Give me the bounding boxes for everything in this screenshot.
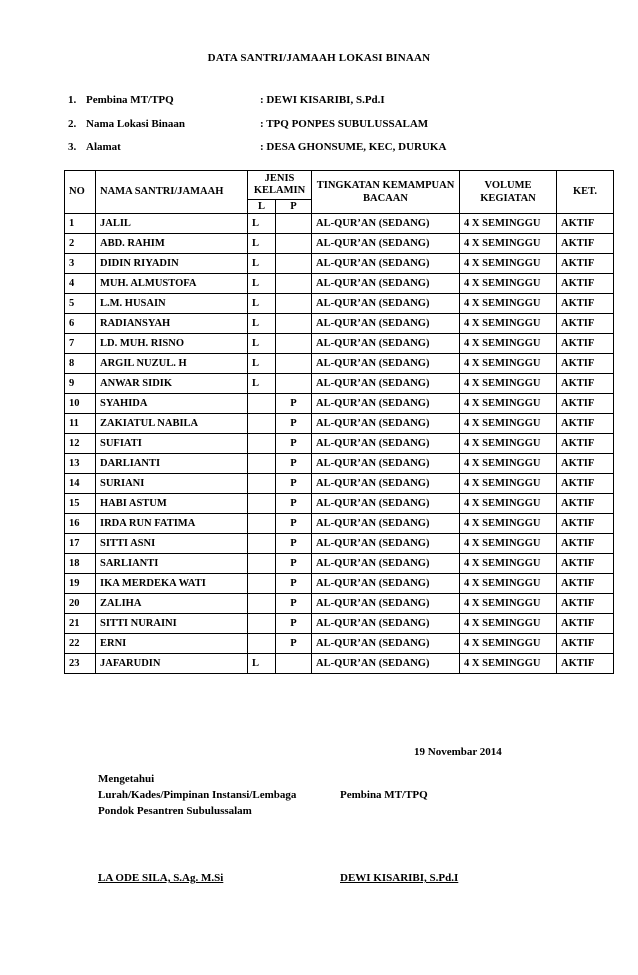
cell-tingkatan: AL-QUR’AN (SEDANG) <box>312 514 460 534</box>
cell-p: P <box>276 514 312 534</box>
cell-no: 18 <box>65 554 96 574</box>
cell-volume: 4 X SEMINGGU <box>460 654 557 674</box>
signature-left-name: LA ODE SILA, S.Ag. M.Si <box>98 872 224 884</box>
cell-p <box>276 254 312 274</box>
cell-l <box>248 554 276 574</box>
cell-nama: ABD. RAHIM <box>96 234 248 254</box>
cell-l <box>248 434 276 454</box>
cell-p <box>276 294 312 314</box>
cell-volume: 4 X SEMINGGU <box>460 294 557 314</box>
table-row <box>65 594 614 614</box>
cell-volume: 4 X SEMINGGU <box>460 274 557 294</box>
cell-tingkatan: AL-QUR’AN (SEDANG) <box>312 494 460 514</box>
cell-no: 14 <box>65 474 96 494</box>
table-row <box>65 554 614 574</box>
cell-nama: JAFARUDIN <box>96 654 248 674</box>
info-value: : DEWI KISARIBI, S.Pd.I <box>260 94 385 106</box>
cell-tingkatan: AL-QUR’AN (SEDANG) <box>312 634 460 654</box>
cell-no: 2 <box>65 234 96 254</box>
table-row <box>65 574 614 594</box>
cell-tingkatan: AL-QUR’AN (SEDANG) <box>312 654 460 674</box>
cell-no: 10 <box>65 394 96 414</box>
cell-l: L <box>248 254 276 274</box>
santri-table <box>64 170 614 674</box>
cell-volume: 4 X SEMINGGU <box>460 614 557 634</box>
cell-volume: 4 X SEMINGGU <box>460 314 557 334</box>
cell-ket: AKTIF <box>557 334 614 354</box>
cell-no: 8 <box>65 354 96 374</box>
cell-tingkatan: AL-QUR’AN (SEDANG) <box>312 274 460 294</box>
header-l: L <box>248 200 276 214</box>
cell-volume: 4 X SEMINGGU <box>460 574 557 594</box>
cell-tingkatan: AL-QUR’AN (SEDANG) <box>312 314 460 334</box>
cell-l <box>248 394 276 414</box>
table-row <box>65 254 614 274</box>
cell-ket: AKTIF <box>557 374 614 394</box>
info-label: Nama Lokasi Binaan <box>86 118 186 130</box>
cell-no: 12 <box>65 434 96 454</box>
cell-nama: MUH. ALMUSTOFA <box>96 274 248 294</box>
header-no: NO <box>65 171 96 214</box>
cell-ket: AKTIF <box>557 394 614 414</box>
cell-tingkatan: AL-QUR’AN (SEDANG) <box>312 594 460 614</box>
cell-l <box>248 614 276 634</box>
table-row <box>65 374 614 394</box>
table-row <box>65 354 614 374</box>
cell-ket: AKTIF <box>557 234 614 254</box>
cell-volume: 4 X SEMINGGU <box>460 554 557 574</box>
cell-ket: AKTIF <box>557 554 614 574</box>
cell-ket: AKTIF <box>557 454 614 474</box>
cell-volume: 4 X SEMINGGU <box>460 594 557 614</box>
cell-ket: AKTIF <box>557 214 614 234</box>
cell-tingkatan: AL-QUR’AN (SEDANG) <box>312 394 460 414</box>
table-row <box>65 474 614 494</box>
cell-l <box>248 454 276 474</box>
header-p: P <box>276 200 312 214</box>
cell-no: 1 <box>65 214 96 234</box>
cell-nama: SUFIATI <box>96 434 248 454</box>
cell-nama: DIDIN RIYADIN <box>96 254 248 274</box>
cell-p: P <box>276 594 312 614</box>
cell-volume: 4 X SEMINGGU <box>460 474 557 494</box>
cell-l: L <box>248 294 276 314</box>
table-row <box>65 654 614 674</box>
cell-tingkatan: AL-QUR’AN (SEDANG) <box>312 614 460 634</box>
cell-l: L <box>248 354 276 374</box>
cell-no: 6 <box>65 314 96 334</box>
cell-nama: ZALIHA <box>96 594 248 614</box>
cell-p: P <box>276 614 312 634</box>
cell-l <box>248 594 276 614</box>
cell-ket: AKTIF <box>557 614 614 634</box>
cell-tingkatan: AL-QUR’AN (SEDANG) <box>312 474 460 494</box>
cell-p: P <box>276 534 312 554</box>
info-pembina <box>68 94 385 106</box>
cell-ket: AKTIF <box>557 294 614 314</box>
header-jenis-kelamin: JENIS KELAMIN <box>248 171 312 200</box>
cell-nama: ARGIL NUZUL. H <box>96 354 248 374</box>
cell-no: 23 <box>65 654 96 674</box>
cell-nama: RADIANSYAH <box>96 314 248 334</box>
cell-l: L <box>248 314 276 334</box>
cell-ket: AKTIF <box>557 574 614 594</box>
cell-no: 7 <box>65 334 96 354</box>
table-row <box>65 494 614 514</box>
cell-volume: 4 X SEMINGGU <box>460 374 557 394</box>
cell-tingkatan: AL-QUR’AN (SEDANG) <box>312 354 460 374</box>
table-row <box>65 314 614 334</box>
info-lokasi <box>68 118 428 130</box>
cell-no: 22 <box>65 634 96 654</box>
cell-l <box>248 574 276 594</box>
cell-no: 20 <box>65 594 96 614</box>
cell-l: L <box>248 234 276 254</box>
info-label: Alamat <box>86 141 121 153</box>
table-row <box>65 334 614 354</box>
table-row <box>65 534 614 554</box>
cell-nama: ANWAR SIDIK <box>96 374 248 394</box>
cell-l <box>248 414 276 434</box>
info-value: : TPQ PONPES SUBULUSSALAM <box>260 118 429 130</box>
cell-l: L <box>248 334 276 354</box>
cell-nama: DARLIANTI <box>96 454 248 474</box>
cell-volume: 4 X SEMINGGU <box>460 454 557 474</box>
table-row <box>65 614 614 634</box>
cell-volume: 4 X SEMINGGU <box>460 394 557 414</box>
cell-p <box>276 374 312 394</box>
info-number: 1. <box>68 94 77 106</box>
cell-nama: SYAHIDA <box>96 394 248 414</box>
cell-tingkatan: AL-QUR’AN (SEDANG) <box>312 434 460 454</box>
cell-tingkatan: AL-QUR’AN (SEDANG) <box>312 414 460 434</box>
table-row <box>65 234 614 254</box>
cell-tingkatan: AL-QUR’AN (SEDANG) <box>312 234 460 254</box>
signature-right-title: Pembina MT/TPQ <box>340 789 428 801</box>
cell-nama: JALIL <box>96 214 248 234</box>
cell-l: L <box>248 274 276 294</box>
cell-volume: 4 X SEMINGGU <box>460 334 557 354</box>
cell-volume: 4 X SEMINGGU <box>460 354 557 374</box>
cell-nama: SURIANI <box>96 474 248 494</box>
cell-ket: AKTIF <box>557 634 614 654</box>
signature-left-block <box>98 771 296 819</box>
cell-p: P <box>276 474 312 494</box>
cell-ket: AKTIF <box>557 434 614 454</box>
cell-volume: 4 X SEMINGGU <box>460 534 557 554</box>
cell-no: 13 <box>65 454 96 474</box>
table-row <box>65 294 614 314</box>
cell-l <box>248 534 276 554</box>
table-row <box>65 634 614 654</box>
table-body <box>65 214 614 674</box>
cell-nama: LD. MUH. RISNO <box>96 334 248 354</box>
cell-tingkatan: AL-QUR’AN (SEDANG) <box>312 374 460 394</box>
cell-l: L <box>248 214 276 234</box>
cell-p: P <box>276 634 312 654</box>
cell-l <box>248 514 276 534</box>
cell-tingkatan: AL-QUR’AN (SEDANG) <box>312 554 460 574</box>
cell-tingkatan: AL-QUR’AN (SEDANG) <box>312 534 460 554</box>
cell-p: P <box>276 494 312 514</box>
info-label: Pembina MT/TPQ <box>86 94 174 106</box>
cell-nama: L.M. HUSAIN <box>96 294 248 314</box>
cell-ket: AKTIF <box>557 654 614 674</box>
cell-p <box>276 314 312 334</box>
cell-no: 5 <box>65 294 96 314</box>
cell-ket: AKTIF <box>557 534 614 554</box>
cell-volume: 4 X SEMINGGU <box>460 214 557 234</box>
cell-l <box>248 494 276 514</box>
cell-p: P <box>276 394 312 414</box>
document-date: 19 Novembar 2014 <box>414 746 502 758</box>
cell-no: 11 <box>65 414 96 434</box>
document-title: DATA SANTRI/JAMAAH LOKASI BINAAN <box>207 52 431 64</box>
header-nama: NAMA SANTRI/JAMAAH <box>96 171 248 214</box>
cell-tingkatan: AL-QUR’AN (SEDANG) <box>312 254 460 274</box>
cell-p <box>276 654 312 674</box>
table-row <box>65 454 614 474</box>
cell-l: L <box>248 654 276 674</box>
cell-nama: ERNI <box>96 634 248 654</box>
cell-ket: AKTIF <box>557 274 614 294</box>
cell-p: P <box>276 574 312 594</box>
cell-p <box>276 214 312 234</box>
cell-ket: AKTIF <box>557 254 614 274</box>
cell-volume: 4 X SEMINGGU <box>460 634 557 654</box>
cell-ket: AKTIF <box>557 594 614 614</box>
info-number: 3. <box>68 141 77 153</box>
cell-no: 9 <box>65 374 96 394</box>
cell-ket: AKTIF <box>557 314 614 334</box>
info-alamat <box>68 141 446 153</box>
cell-tingkatan: AL-QUR’AN (SEDANG) <box>312 574 460 594</box>
cell-no: 19 <box>65 574 96 594</box>
cell-l <box>248 474 276 494</box>
cell-no: 21 <box>65 614 96 634</box>
signature-left-line2: Lurah/Kades/Pimpinan Instansi/Lembaga <box>98 789 297 801</box>
cell-l: L <box>248 374 276 394</box>
table-row <box>65 414 614 434</box>
cell-no: 17 <box>65 534 96 554</box>
cell-volume: 4 X SEMINGGU <box>460 434 557 454</box>
cell-ket: AKTIF <box>557 354 614 374</box>
info-number: 2. <box>68 118 77 130</box>
signature-left-line3: Pondok Pesantren Subulussalam <box>98 805 252 817</box>
cell-tingkatan: AL-QUR’AN (SEDANG) <box>312 454 460 474</box>
cell-volume: 4 X SEMINGGU <box>460 234 557 254</box>
cell-volume: 4 X SEMINGGU <box>460 414 557 434</box>
cell-tingkatan: AL-QUR’AN (SEDANG) <box>312 214 460 234</box>
cell-nama: HABI ASTUM <box>96 494 248 514</box>
signature-left-line1: Mengetahui <box>98 773 155 785</box>
cell-no: 3 <box>65 254 96 274</box>
table-row <box>65 514 614 534</box>
cell-tingkatan: AL-QUR’AN (SEDANG) <box>312 334 460 354</box>
cell-ket: AKTIF <box>557 414 614 434</box>
cell-nama: SARLIANTI <box>96 554 248 574</box>
cell-volume: 4 X SEMINGGU <box>460 494 557 514</box>
cell-no: 15 <box>65 494 96 514</box>
cell-ket: AKTIF <box>557 494 614 514</box>
cell-nama: ZAKIATUL NABILA <box>96 414 248 434</box>
header-ket: KET. <box>557 171 614 214</box>
signature-right-name: DEWI KISARIBI, S.Pd.I <box>340 872 459 884</box>
cell-p: P <box>276 554 312 574</box>
cell-ket: AKTIF <box>557 474 614 494</box>
cell-p <box>276 334 312 354</box>
cell-nama: SITTI NURAINI <box>96 614 248 634</box>
cell-no: 4 <box>65 274 96 294</box>
cell-p: P <box>276 414 312 434</box>
cell-p <box>276 234 312 254</box>
table-row <box>65 214 614 234</box>
table-row <box>65 434 614 454</box>
cell-volume: 4 X SEMINGGU <box>460 254 557 274</box>
cell-p: P <box>276 454 312 474</box>
info-value: : DESA GHONSUME, KEC, DURUKA <box>260 141 447 153</box>
cell-p <box>276 354 312 374</box>
header-tingkatan: TINGKATAN KEMAMPUAN BACAAN <box>312 171 460 214</box>
cell-tingkatan: AL-QUR’AN (SEDANG) <box>312 294 460 314</box>
cell-nama: SITTI ASNI <box>96 534 248 554</box>
cell-p: P <box>276 434 312 454</box>
cell-nama: IKA MERDEKA WATI <box>96 574 248 594</box>
cell-nama: IRDA RUN FATIMA <box>96 514 248 534</box>
table-row <box>65 394 614 414</box>
header-volume: VOLUME KEGIATAN <box>460 171 557 214</box>
cell-l <box>248 634 276 654</box>
table-row <box>65 274 614 294</box>
cell-no: 16 <box>65 514 96 534</box>
cell-p <box>276 274 312 294</box>
cell-ket: AKTIF <box>557 514 614 534</box>
cell-volume: 4 X SEMINGGU <box>460 514 557 534</box>
